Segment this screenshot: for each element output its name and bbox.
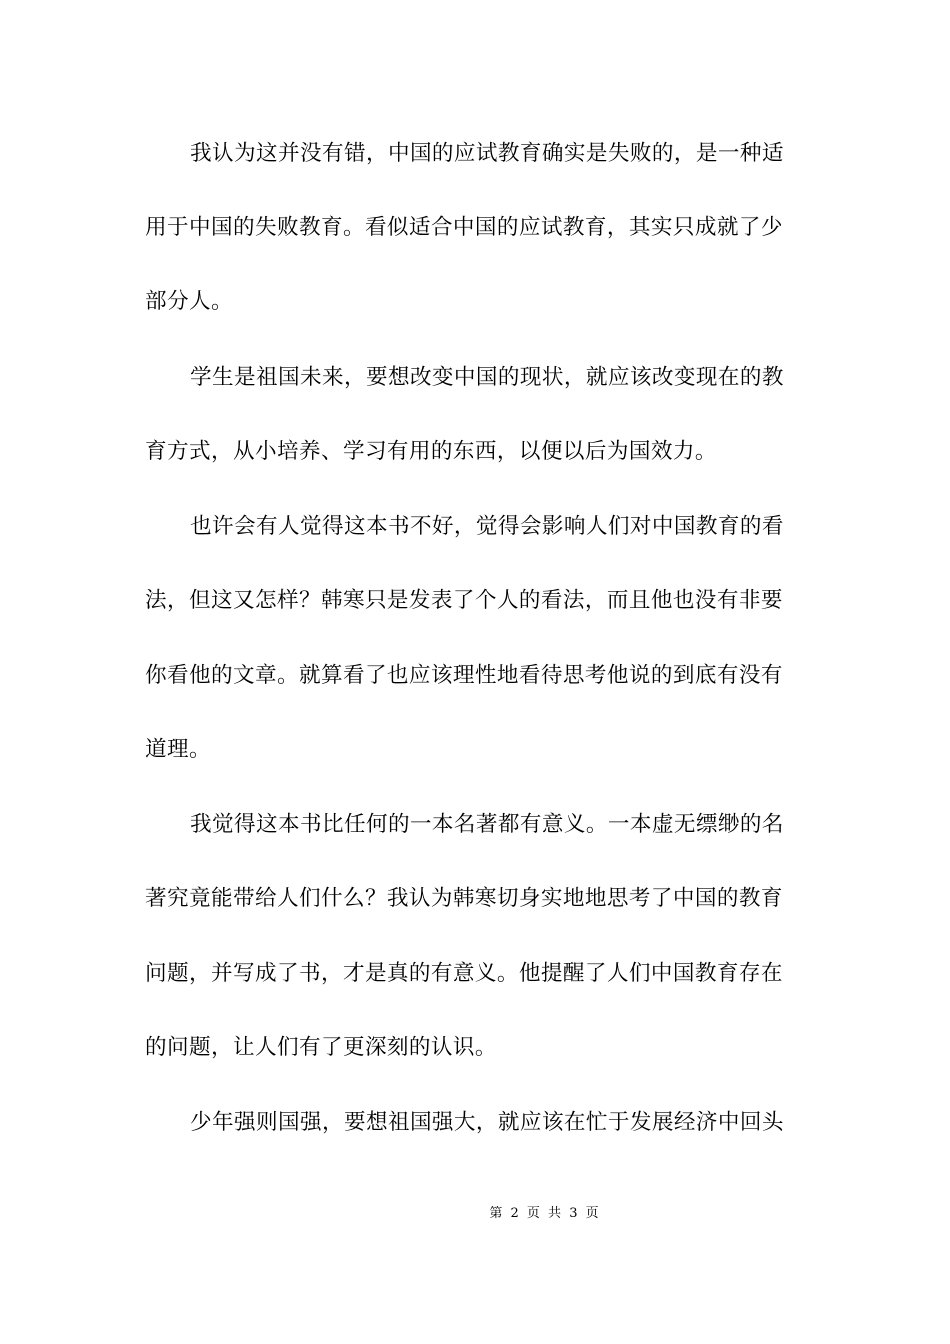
paragraph-1-line-3: 部分人。 (145, 289, 233, 314)
paragraph-4-line-4: 的问题，让人们有了更深刻的认识。 (145, 1035, 497, 1060)
paragraph-3-line-1: 也许会有人觉得这本书不好，觉得会影响人们对中国教育的看 (190, 514, 784, 539)
paragraph-1-line-2: 用于中国的失败教育。看似适合中国的应试教育，其实只成就了少 (145, 215, 783, 240)
paragraph-2-line-2: 育方式，从小培养、学习有用的东西，以便以后为国效力。 (145, 439, 717, 464)
paragraph-5-line-1: 少年强则国强，要想祖国强大，就应该在忙于发展经济中回头 (190, 1110, 784, 1135)
paragraph-4-line-1: 我觉得这本书比任何的一本名著都有意义。一本虚无缥缈的名 (190, 812, 784, 837)
paragraph-2-line-1: 学生是祖国未来，要想改变中国的现状，就应该改变现在的教 (190, 365, 784, 390)
paragraph-3-line-3: 你看他的文章。就算看了也应该理性地看待思考他说的到底有没有 (145, 663, 783, 688)
paragraph-1-line-1: 我认为这并没有错，中国的应试教育确实是失败的，是一种适 (190, 141, 784, 166)
paragraph-3-line-2: 法，但这又怎样？韩寒只是发表了个人的看法，而且他也没有非要 (145, 588, 783, 613)
page-number-footer: 第 2 页 共 3 页 (489, 1206, 601, 1221)
paragraph-3-line-4: 道理。 (145, 737, 211, 762)
paragraph-4-line-3: 问题，并写成了书，才是真的有意义。他提醒了人们中国教育存在 (145, 961, 783, 986)
paragraph-4-line-2: 著究竟能带给人们什么？我认为韩寒切身实地地思考了中国的教育 (145, 886, 783, 911)
